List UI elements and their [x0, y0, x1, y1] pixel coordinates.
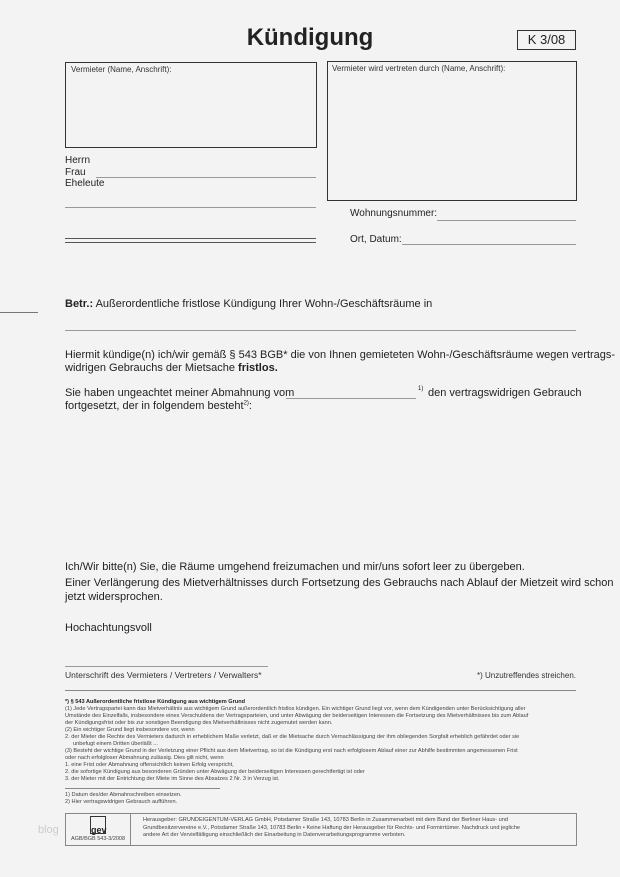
strike-note: *) Unzutreffendes streichen.: [476, 671, 576, 680]
place-date-label: Ort, Datum:: [350, 234, 402, 245]
fold-mark: [0, 312, 38, 313]
salutation-frau[interactable]: Frau: [65, 166, 86, 178]
publisher-line: andere Art der Vervielfältigung einschließlich der Einarbeitung in Datenverarbeitungsprogramme verboten.: [143, 832, 406, 838]
paragraph-line: Hiermit kündige(n) ich/wir gemäß § 543 BGB* die von Ihnen gemieteten Wohn-/Geschäftsräume wegen vertrags-: [65, 349, 616, 361]
publisher-line: Herausgeber: GRUNDEIGENTUM-VERLAG GmbH, Potsdamer Straße 143, 10783 Berlin in Zusammenarbeit mit dem Bund der Berliner Haus- und: [143, 817, 508, 823]
footnote-line: (2) Ein wichtiger Grund liegt insbesondere vor, wenn: [65, 727, 195, 733]
warning-text-line2: [65, 400, 252, 412]
footnote-line: (1) Jede Vertragspartei kann das Mietverhältnis aus wichtigem Grund außerordentlich fristlos kündigen. Ein wichtiger Grund liegt vor, wenn dem Kündigenden unter Berücksichtigung aller: [65, 706, 526, 712]
paragraph-line: Einer Verlängerung des Mietverhältnisses durch Fortsetzung des Gebrauchs nach Ablauf der Mietzeit wird schon: [65, 577, 614, 589]
gev-logo: gev: [90, 816, 106, 834]
signature-field[interactable]: [65, 666, 268, 667]
footnote-line: (3) Besteht der wichtige Grund in der Verletzung einer Pflicht aus dem Mietvertrag, so ist die Kündigung erst nach erfolglosem Ablauf einer zur Abhilfe bestimmten angemessenen Frist: [65, 748, 518, 754]
footnote-legal-text: [65, 699, 577, 783]
publisher-text: [131, 814, 520, 845]
form-reference: AGB/BGB 543-3/2008: [70, 836, 126, 842]
footnote-line: Umstände des Einzelfalls, insbesondere eines Verschuldens der Vertragsparteien, und unter Abwägung der beiderseitigen Interessen die Fortsetzung des Mietverhältnisses bis zum Ablauf: [65, 713, 529, 719]
notes-divider: [65, 788, 220, 789]
warning-text: Sie haben ungeachtet meiner Abmahnung vom: [65, 387, 295, 399]
vacate-request: Ich/Wir bitte(n) Sie, die Räume umgehend freizumachen und mir/uns sofort leer zu übergeben.: [65, 561, 525, 573]
landlord-box[interactable]: [65, 62, 317, 148]
publisher-line: Grundbesitzervereine e.V., Potsdamer Straße 143, 10783 Berlin • Keine Haftung der Herausgeber für Rechts- und Formirrtümer. Nachdruck und jegliche: [143, 824, 521, 831]
place-date-field[interactable]: [402, 244, 576, 245]
footnote-line: unbefugt einem Dritten überläßt ...: [73, 741, 158, 747]
note-line: 1) Datum des/der Abmahnschreiben einsetzen.: [65, 792, 182, 798]
warning-text-continued: den vertragswidrigen Gebrauch: [428, 387, 582, 399]
salutation-herrn[interactable]: Herrn: [65, 155, 91, 166]
salutation-options: [65, 155, 104, 190]
footnote-line: 2. der Mieter die Rechte des Vermieters dadurch in erheblichem Maße verletzt, daß er die Mietsache durch Vernachlässigung der ihm obliegenden Sorgfalt erheblich gefährdet oder sie: [65, 734, 520, 740]
signature-label: Unterschrift des Vermieters / Vertreters / Verwalters*: [65, 670, 262, 680]
recipient-line[interactable]: [96, 177, 316, 178]
subject-prefix: Betr.:: [65, 298, 94, 310]
paragraph-line: [65, 362, 615, 375]
recipient-line[interactable]: [65, 207, 316, 208]
notes: [65, 792, 577, 806]
closing: Hochachtungsvoll: [65, 622, 152, 634]
footnote-ref-1: 1): [418, 386, 424, 392]
warning-date-field[interactable]: [286, 398, 416, 399]
salutation-eheleute[interactable]: Eheleute: [65, 178, 105, 189]
footnote-line: 2. die sofortige Kündigung aus besonderen Gründen unter Abwägung der beiderseitigen Interessen gerechtfertigt ist oder: [65, 769, 365, 775]
footnote-line: 3. der Mieter mit der Entrichtung der Miete im Sinne des Absatzes 2 Nr. 3 in Verzug ist.: [65, 776, 280, 782]
termination-paragraph: [65, 349, 615, 375]
recipient-line[interactable]: [65, 238, 316, 239]
apartment-number-label: Wohnungsnummer:: [350, 208, 438, 219]
paragraph-text: fortgesetzt, der in folgendem besteht: [65, 400, 244, 412]
representative-box[interactable]: [327, 61, 577, 201]
footnote-ref-2: 2): [243, 400, 249, 407]
publisher-footer: [65, 813, 577, 846]
violation-description-area[interactable]: [65, 420, 576, 550]
paragraph-text: widrigen Gebrauchs der Mietsache: [65, 362, 239, 374]
divider: [65, 690, 576, 691]
extension-objection: [65, 576, 613, 604]
form-code: K 3/08: [517, 30, 576, 50]
watermark: blog: [38, 824, 59, 836]
footnote-line: 1. eine Frist oder Abmahnung offensichtlich keinen Erfolg verspricht,: [65, 762, 234, 768]
subject-line: [65, 298, 432, 310]
note-line: 2) Hier vertragswidrigen Gebrauch aufführen.: [65, 799, 178, 805]
representative-box-label: Vermieter wird vertreten durch (Name, Anschrift):: [332, 64, 506, 73]
fristlos-text: fristlos.: [238, 362, 278, 374]
recipient-line: [65, 242, 316, 243]
colon: :: [248, 400, 252, 412]
address-field[interactable]: [65, 330, 576, 331]
landlord-box-label: Vermieter (Name, Anschrift):: [71, 65, 172, 74]
paragraph-line: jetzt widersprochen.: [65, 591, 163, 603]
logo-cell: [66, 814, 131, 845]
footnote-line: oder nach erfolgloser Abmahnung zulässig. Dies gilt nicht, wenn: [65, 755, 224, 761]
apartment-number-field[interactable]: [437, 220, 576, 221]
footnote-line: der Kündigungsfrist oder bis zur sonstigen Beendigung des Mietverhältnisses nicht zugemutet werden kann.: [65, 720, 333, 726]
footnote-title: *) § 543 Außerordentliche fristlose Kündigung aus wichtigem Grund: [65, 699, 246, 705]
page-title: Kündigung: [246, 24, 374, 51]
subject-text: Außerordentliche fristlose Kündigung Ihrer Wohn-/Geschäftsräume in: [95, 298, 433, 310]
